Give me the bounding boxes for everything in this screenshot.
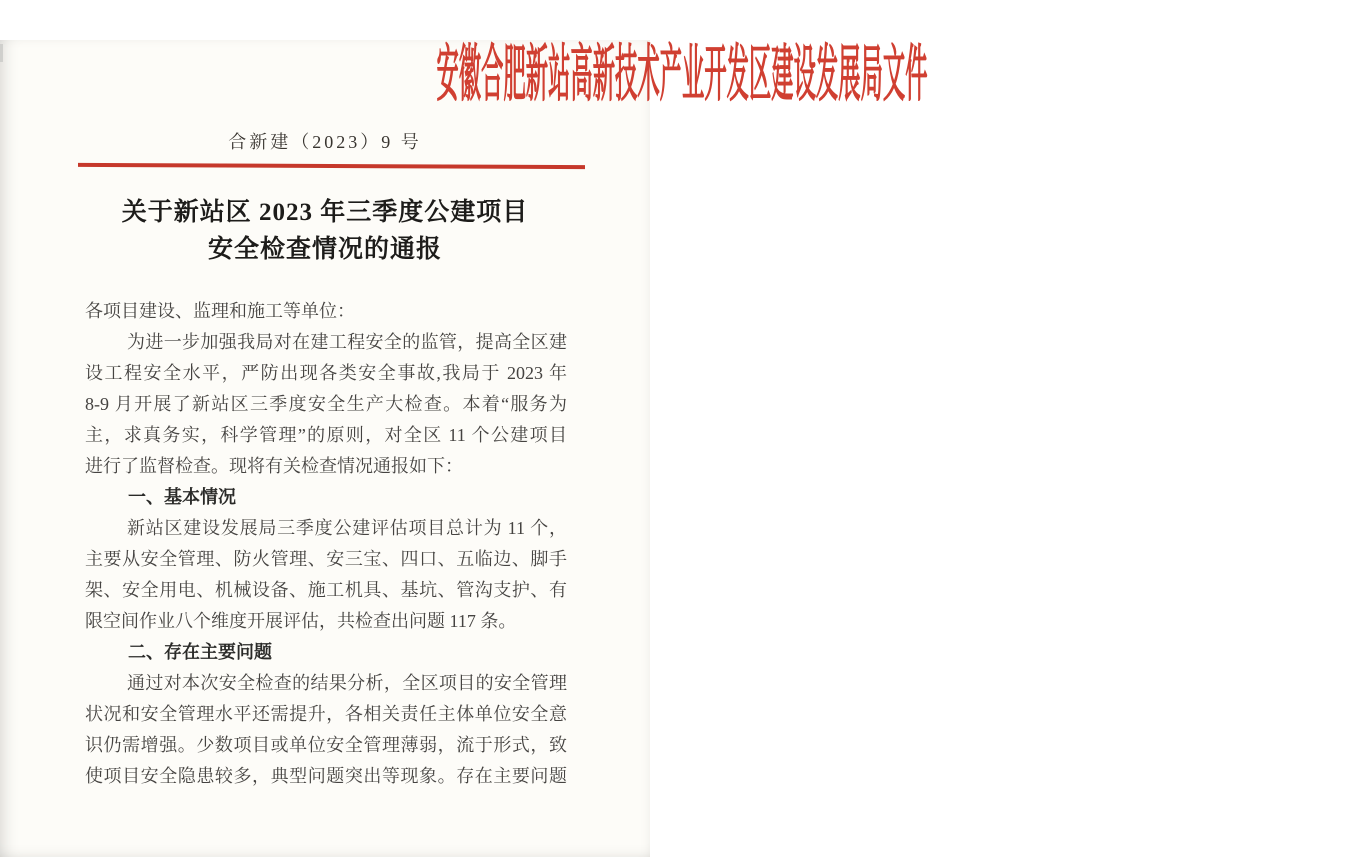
body-text-line: 主，求真务实，科学管理”的原则，对全区 11 个公建项目	[85, 425, 567, 445]
section-heading: 二、存在主要问题	[128, 642, 272, 662]
body-text-line: 状况和安全管理水平还需提升，各相关责任主体单位安全意	[85, 704, 567, 724]
body-text-line: 架、安全用电、机械设备、施工机具、基坑、管沟支护、有	[85, 580, 567, 600]
document-title-line1: 关于新站区 2023 年三季度公建项目	[121, 199, 529, 226]
scanned-document-page	[0, 40, 928, 857]
body-text-line: 使项目安全隐患较多，典型问题突出等现象。存在主要问题	[85, 766, 567, 786]
issuing-agency-header	[0, 40, 928, 110]
scan-edge-artifact	[0, 44, 3, 62]
body-text-line: 设工程安全水平，严防出现各类安全事故,我局于 2023 年	[85, 363, 567, 383]
document-title-line2: 安全检查情况的通报	[207, 236, 442, 263]
body-text-line: 通过对本次安全检查的结果分析，全区项目的安全管理	[127, 673, 567, 693]
body-text-line: 为进一步加强我局对在建工程安全的监管，提高全区建	[127, 332, 567, 352]
document-title	[0, 194, 650, 268]
body-text-line: 新站区建设发展局三季度公建评估项目总计为 11 个，	[127, 518, 567, 538]
body-text-line: 进行了监督检查。现将有关检查情况通报如下：	[85, 456, 463, 476]
agency-header-text: 安徽合肥新站高新技术产业开发区建设发展局文件	[436, 41, 928, 109]
body-text-line: 各项目建设、监理和施工等单位：	[85, 301, 355, 321]
document-body	[85, 296, 567, 792]
section-heading: 一、基本情况	[128, 487, 236, 507]
red-divider-line	[78, 163, 585, 169]
body-text-line: 主要从安全管理、防火管理、安三宝、四口、五临边、脚手	[85, 549, 567, 569]
document-number: 合新建（2023）9 号	[228, 132, 422, 152]
body-text-line: 识仍需增强。少数项目或单位安全管理薄弱，流于形式，致	[85, 735, 567, 755]
body-text-line: 8-9 月开展了新站区三季度安全生产大检查。本着“服务为	[85, 394, 567, 414]
body-text-line: 限空间作业八个维度开展评估，共检查出问题 117 条。	[85, 611, 517, 631]
